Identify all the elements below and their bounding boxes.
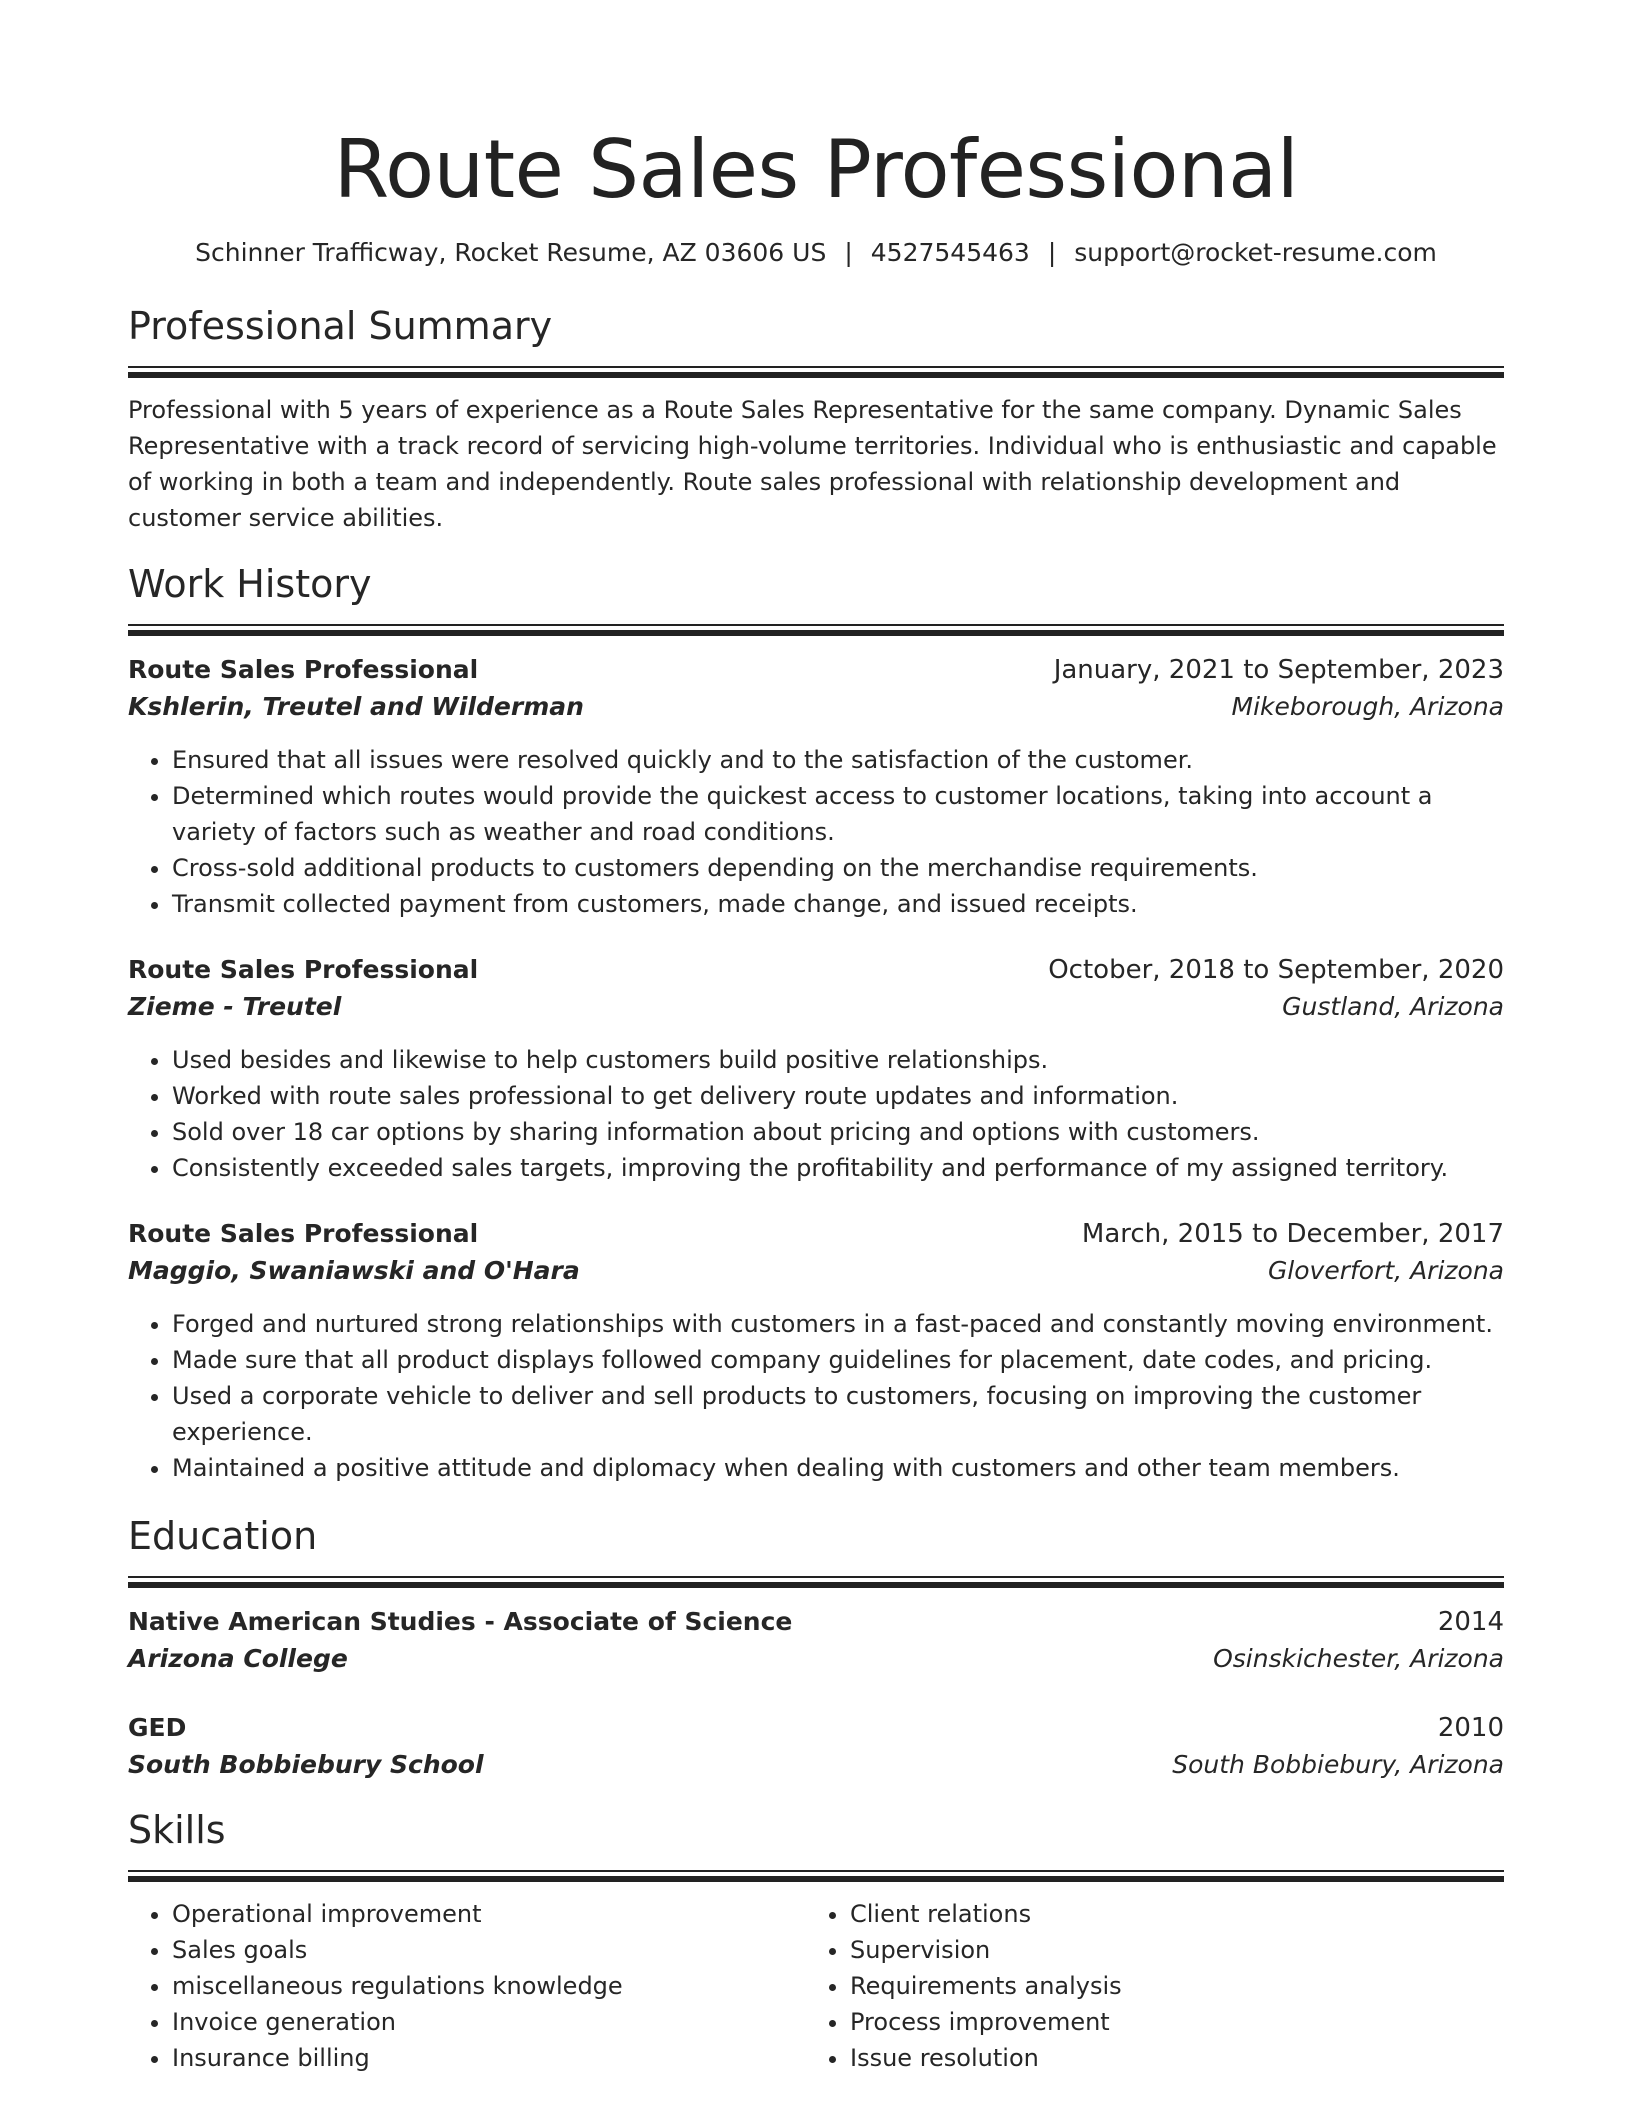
job-bullet: • Used besides and likewise to help customers build positive relationships.: [172, 1042, 1504, 1078]
education-entry: [128, 1710, 1504, 1784]
skill-item: • Process improvement: [850, 2004, 1484, 2040]
skill-item: • Operational improvement: [172, 1896, 806, 1932]
contact-address: Schinner Trafficway, Rocket Resume, AZ 03606 US: [195, 238, 827, 267]
job-company-row: [128, 688, 1504, 726]
section-divider: [128, 624, 1504, 636]
job-company-row: [128, 1252, 1504, 1290]
job-bullet: • Used a corporate vehicle to deliver and sell products to customers, focusing on improving the customer experience.: [172, 1378, 1504, 1450]
resume-name: Route Sales Professional: [333, 123, 1299, 216]
contact-line: [128, 236, 1504, 270]
education-entry: [128, 1604, 1504, 1678]
job-header-row: [128, 952, 1504, 988]
job-bullets: [128, 1042, 1504, 1186]
job-bullets: [128, 742, 1504, 922]
skills-column-right: [806, 1896, 1484, 2076]
section-title-work-history: Work History: [128, 562, 372, 606]
job-entry: [128, 652, 1504, 922]
section-title-summary: Professional Summary: [128, 304, 553, 348]
skill-item: • Insurance billing: [172, 2040, 806, 2076]
job-bullets: [128, 1306, 1504, 1486]
job-bullet: • Determined which routes would provide the quickest access to customer locations, taking into account a variety of factors such as weather and road conditions.: [172, 778, 1504, 850]
education-school-row: [128, 1640, 1504, 1678]
education-section: [128, 1512, 1504, 1784]
job-bullet: • Sold over 18 car options by sharing information about pricing and options with customers.: [172, 1114, 1504, 1150]
job-dates: March, 2015 to December, 2017: [1081, 1219, 1504, 1249]
skills-section: [128, 1806, 1504, 2076]
job-dates: January, 2021 to September, 2023: [1053, 655, 1504, 685]
job-company: Maggio, Swaniawski and O'Hara: [128, 1256, 580, 1285]
skill-item: • Sales goals: [172, 1932, 806, 1968]
skill-item: • Supervision: [850, 1932, 1484, 1968]
job-company: Zieme - Treutel: [128, 992, 342, 1021]
contact-email: support@rocket-resume.com: [1074, 238, 1437, 267]
job-bullet: • Cross-sold additional products to customers depending on the merchandise requirements.: [172, 850, 1504, 886]
work-history-section: [128, 560, 1504, 1486]
skill-item: • Invoice generation: [172, 2004, 806, 2040]
job-bullet: • Worked with route sales professional to get delivery route updates and information.: [172, 1078, 1504, 1114]
job-header-row: [128, 1216, 1504, 1252]
skill-item: • miscellaneous regulations knowledge: [172, 1968, 806, 2004]
education-school: Arizona College: [128, 1644, 348, 1673]
education-year: 2014: [1437, 1607, 1504, 1637]
summary-section: [128, 302, 1504, 536]
skill-item: • Requirements analysis: [850, 1968, 1484, 2004]
job-bullet: • Made sure that all product displays followed company guidelines for placement, date codes, and pricing.: [172, 1342, 1504, 1378]
job-title: Route Sales Professional: [128, 655, 479, 684]
job-bullet: • Ensured that all issues were resolved quickly and to the satisfaction of the customer.: [172, 742, 1504, 778]
skills-list: [128, 1896, 806, 2076]
skills-column-left: [128, 1896, 806, 2076]
job-title: Route Sales Professional: [128, 1219, 479, 1248]
job-title: Route Sales Professional: [128, 955, 479, 984]
summary-text: Professional with 5 years of experience as a Route Sales Representative for the same company. Dynamic Sales Representative with a track record of servicing high-volume territories. Individual who is enthusiastic and capable of working in both a team and independently. Route sales professional with relationship development and customer service abilities.: [128, 396, 1497, 532]
job-company-row: [128, 988, 1504, 1026]
job-company: Kshlerin, Treutel and Wilderman: [128, 692, 584, 721]
job-location: Gustland, Arizona: [1282, 992, 1504, 1021]
skills-grid: [128, 1896, 1504, 2076]
job-bullet: • Forged and nurtured strong relationships with customers in a fast-paced and constantly moving environment.: [172, 1306, 1504, 1342]
section-divider: [128, 366, 1504, 378]
job-header-row: [128, 652, 1504, 688]
contact-separator: |: [1047, 238, 1057, 267]
contact-separator: |: [844, 238, 853, 267]
job-entry: [128, 952, 1504, 1186]
job-bullet: • Transmit collected payment from customers, made change, and issued receipts.: [172, 886, 1504, 922]
job-bullet: • Maintained a positive attitude and diplomacy when dealing with customers and other team members.: [172, 1450, 1504, 1486]
section-divider: [128, 1870, 1504, 1882]
skill-item: • Client relations: [850, 1896, 1484, 1932]
education-header-row: [128, 1604, 1504, 1640]
education-degree: Native American Studies - Associate of Science: [128, 1607, 793, 1636]
education-year: 2010: [1437, 1713, 1504, 1743]
education-school-row: [128, 1746, 1504, 1784]
education-location: South Bobbiebury, Arizona: [1172, 1750, 1504, 1779]
contact-phone: 4527545463: [870, 238, 1030, 267]
skills-list: [806, 1896, 1484, 2076]
section-title-skills: Skills: [128, 1808, 226, 1852]
resume-page: [128, 0, 1504, 2076]
education-header-row: [128, 1710, 1504, 1746]
job-bullet: • Consistently exceeded sales targets, improving the profitability and performance of my assigned territory.: [172, 1150, 1504, 1186]
skill-item: • Issue resolution: [850, 2040, 1484, 2076]
education-school: South Bobbiebury School: [128, 1750, 484, 1779]
section-divider: [128, 1576, 1504, 1588]
job-location: Gloverfort, Arizona: [1267, 1256, 1504, 1285]
job-location: Mikeborough, Arizona: [1231, 692, 1504, 721]
job-dates: October, 2018 to September, 2020: [1048, 955, 1504, 985]
section-title-education: Education: [128, 1514, 318, 1558]
education-location: Osinskichester, Arizona: [1213, 1644, 1504, 1673]
education-degree: GED: [128, 1713, 187, 1742]
job-entry: [128, 1216, 1504, 1486]
